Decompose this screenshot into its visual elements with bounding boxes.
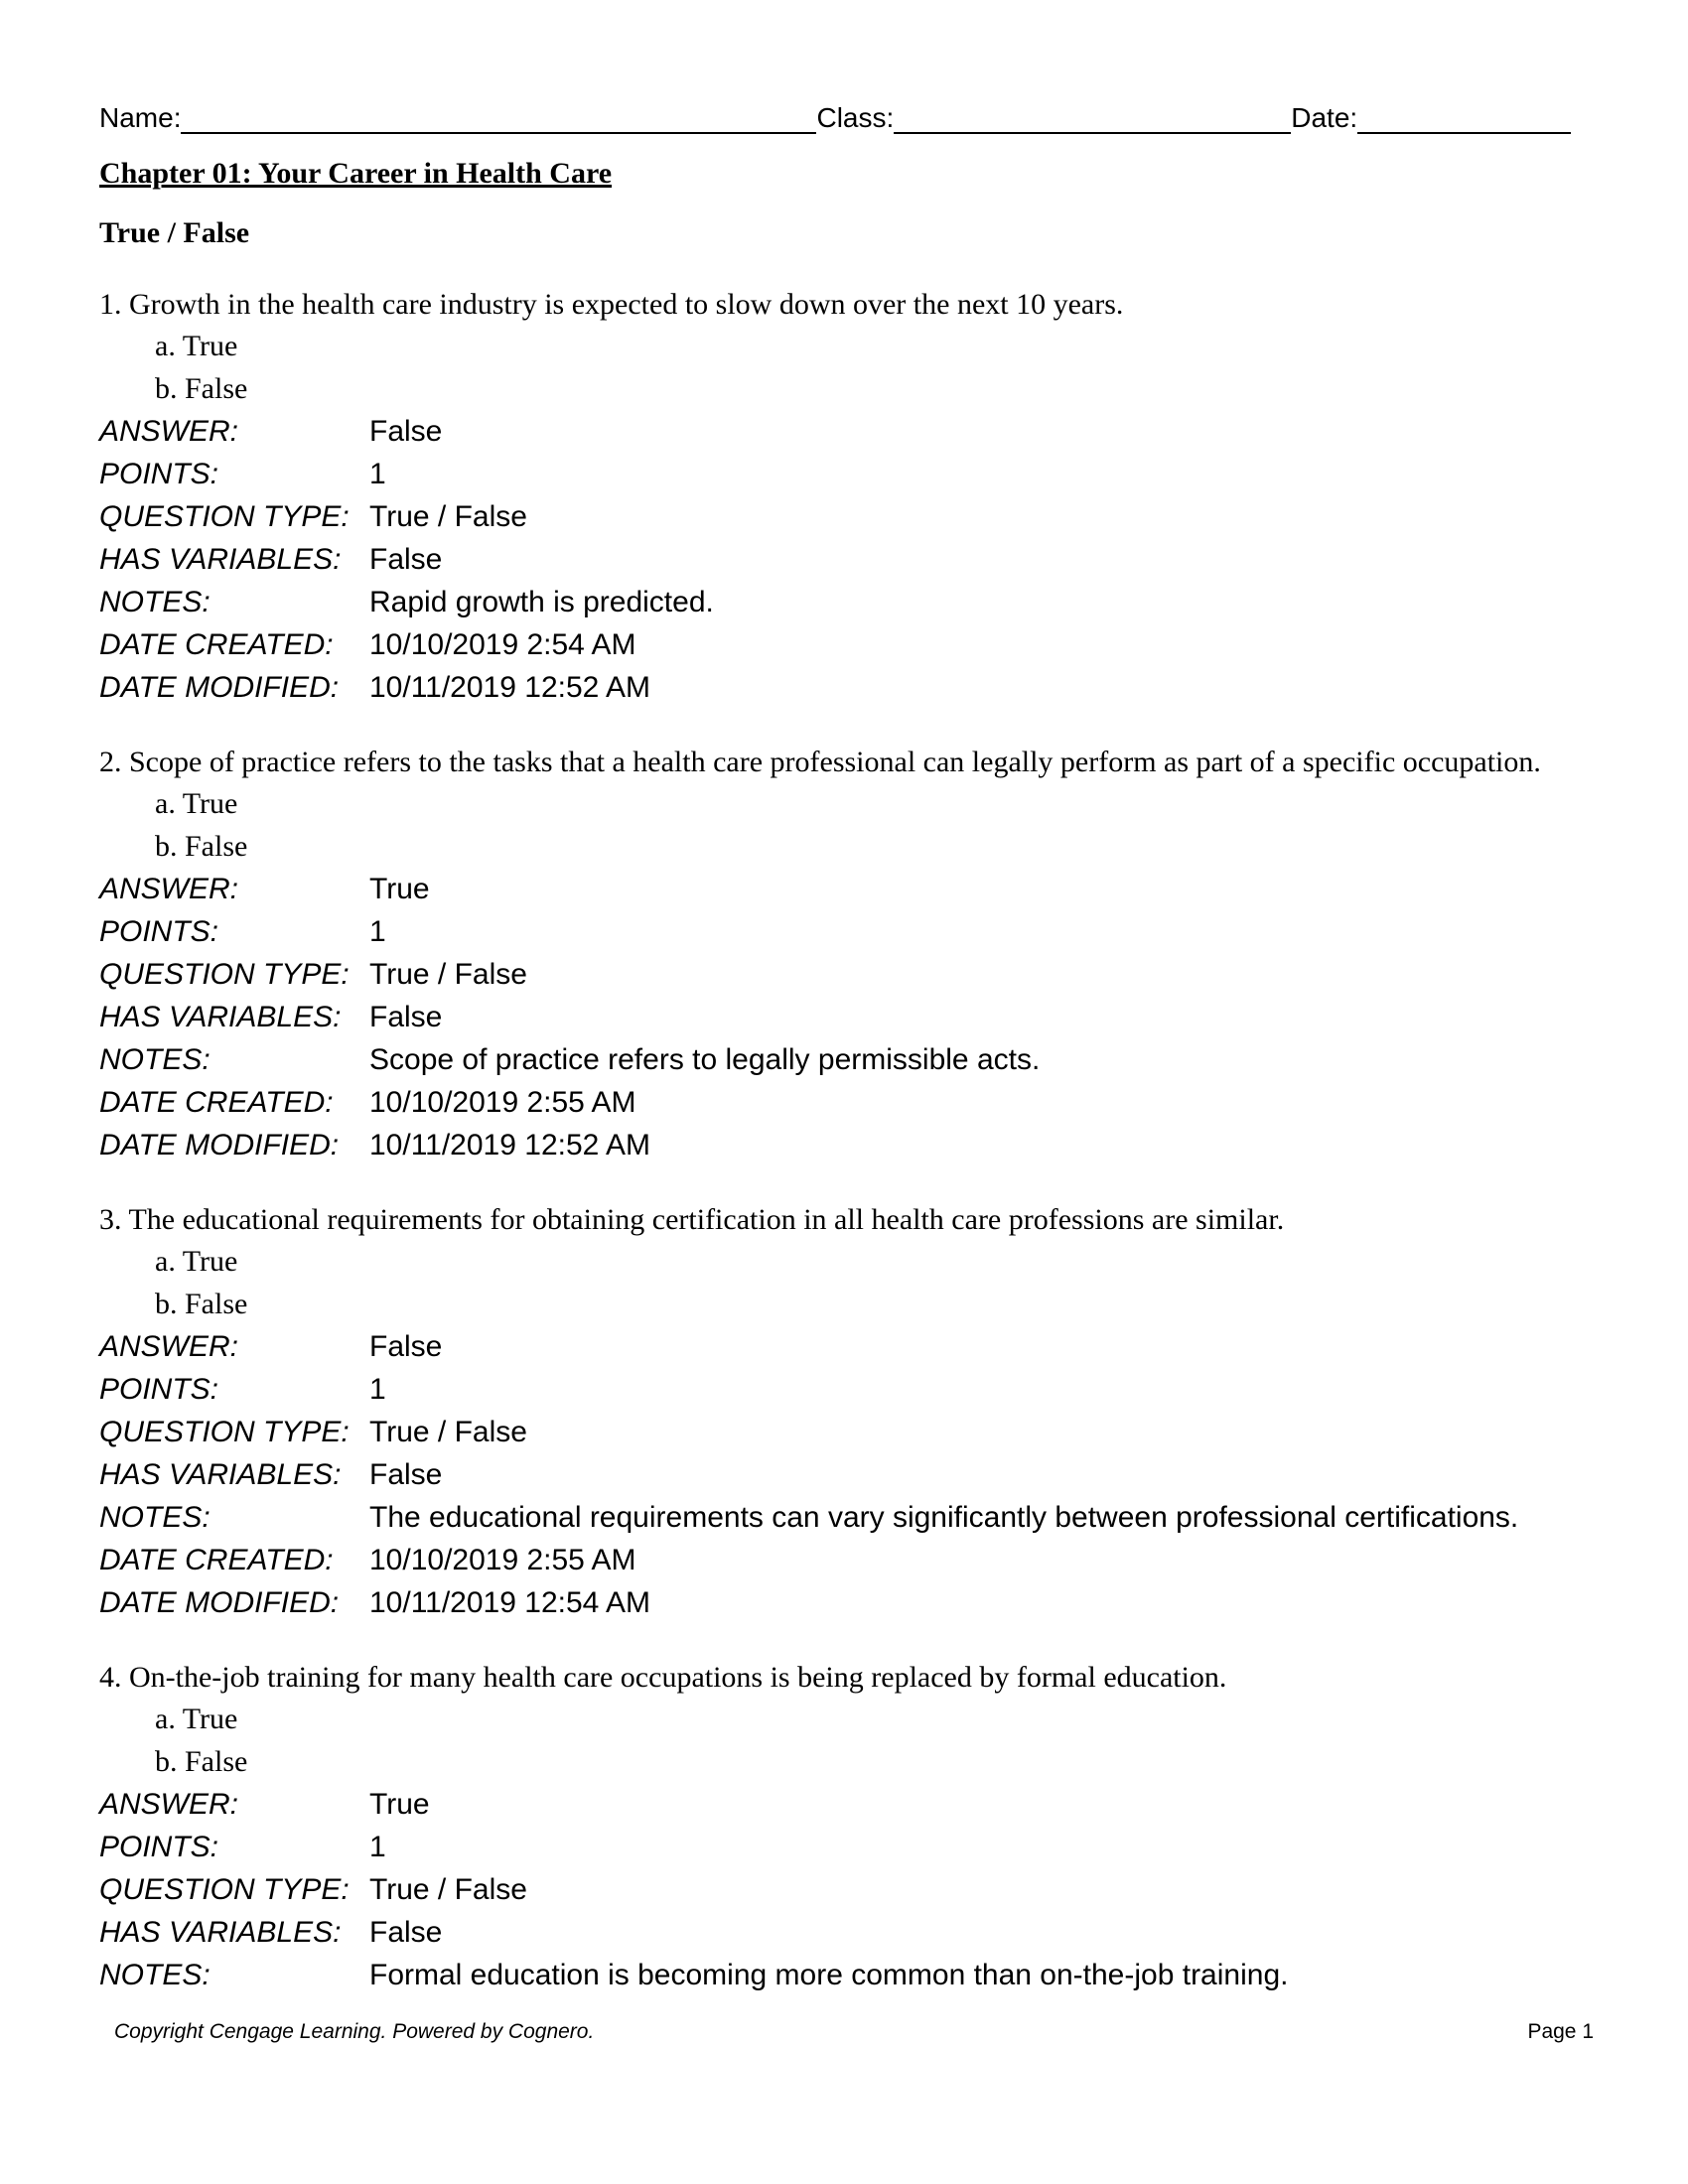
has-variables-value: False <box>369 1916 443 1949</box>
student-info-header <box>99 94 1589 134</box>
date-created-row <box>99 1539 1589 1581</box>
notes-row <box>99 1496 1589 1539</box>
points-value: 1 <box>369 1373 386 1406</box>
name-blank <box>181 102 816 134</box>
points-label: POINTS: <box>99 458 219 490</box>
question-3 <box>99 1200 1589 1624</box>
date-label: Date: <box>1291 102 1358 133</box>
date-created-label: DATE CREATED: <box>99 1086 334 1119</box>
answer-row <box>99 1325 1589 1368</box>
points-row <box>99 1368 1589 1411</box>
has-variables-label: HAS VARIABLES: <box>99 543 342 576</box>
points-value: 1 <box>369 458 386 490</box>
has-variables-row <box>99 996 1589 1038</box>
option-a: a. True <box>155 787 238 820</box>
question-type-row <box>99 495 1589 538</box>
date-modified-row <box>99 1124 1589 1166</box>
notes-value: Rapid growth is predicted. <box>369 586 714 618</box>
question-type-label: QUESTION TYPE: <box>99 958 350 991</box>
answer-value: False <box>369 415 443 448</box>
has-variables-label: HAS VARIABLES: <box>99 1916 342 1949</box>
date-modified-value: 10/11/2019 12:52 AM <box>369 1129 651 1161</box>
answer-value: True <box>369 873 430 905</box>
has-variables-row <box>99 1911 1589 1954</box>
option-b: b. False <box>155 1745 248 1778</box>
date-blank <box>1357 102 1571 134</box>
notes-row <box>99 581 1589 623</box>
question-stem: 1. Growth in the health care industry is expected to slow down over the next 10 years. <box>99 288 1124 321</box>
notes-value: Formal education is becoming more common than on-the-job training. <box>369 1959 1289 1991</box>
answer-label: ANSWER: <box>99 873 239 905</box>
question-type-value: True / False <box>369 1416 527 1448</box>
points-label: POINTS: <box>99 915 219 948</box>
answer-label: ANSWER: <box>99 1788 239 1821</box>
option-b: b. False <box>155 372 248 405</box>
date-created-value: 10/10/2019 2:55 AM <box>369 1086 636 1119</box>
date-modified-label: DATE MODIFIED: <box>99 1586 340 1619</box>
date-created-row <box>99 623 1589 666</box>
question-stem: 4. On-the-job training for many health care occupations is being replaced by formal education. <box>99 1661 1227 1694</box>
class-blank <box>894 102 1291 134</box>
option-b: b. False <box>155 830 248 863</box>
answer-label: ANSWER: <box>99 1330 239 1363</box>
date-modified-value: 10/11/2019 12:54 AM <box>369 1586 651 1619</box>
notes-label: NOTES: <box>99 1959 211 1991</box>
notes-label: NOTES: <box>99 1043 211 1076</box>
has-variables-label: HAS VARIABLES: <box>99 1001 342 1033</box>
points-row <box>99 1826 1589 1868</box>
has-variables-row <box>99 1453 1589 1496</box>
copyright-text: Copyright Cengage Learning. Powered by Cognero. <box>114 2020 595 2043</box>
question-2 <box>99 743 1589 1166</box>
class-label: Class: <box>816 102 895 133</box>
question-type-label: QUESTION TYPE: <box>99 1416 350 1448</box>
date-created-label: DATE CREATED: <box>99 628 334 661</box>
points-label: POINTS: <box>99 1373 219 1406</box>
question-type-row <box>99 1868 1589 1911</box>
date-modified-label: DATE MODIFIED: <box>99 671 340 704</box>
date-created-value: 10/10/2019 2:54 AM <box>369 628 636 661</box>
notes-row <box>99 1954 1589 1996</box>
document-page <box>99 94 1589 1996</box>
points-row <box>99 453 1589 495</box>
date-modified-label: DATE MODIFIED: <box>99 1129 340 1161</box>
option-a: a. True <box>155 1703 238 1735</box>
answer-row <box>99 410 1589 453</box>
date-modified-row <box>99 666 1589 709</box>
points-label: POINTS: <box>99 1831 219 1863</box>
question-type-value: True / False <box>369 958 527 991</box>
question-type-value: True / False <box>369 1873 527 1906</box>
date-created-value: 10/10/2019 2:55 AM <box>369 1544 636 1576</box>
page-number: Page 1 <box>1527 2020 1594 2043</box>
answer-value: True <box>369 1788 430 1821</box>
option-a: a. True <box>155 1245 238 1278</box>
section-title: True / False <box>99 216 250 249</box>
question-type-row <box>99 1411 1589 1453</box>
question-type-value: True / False <box>369 500 527 533</box>
notes-label: NOTES: <box>99 1501 211 1534</box>
notes-value: The educational requirements can vary significantly between professional certifications. <box>369 1501 1519 1534</box>
option-a: a. True <box>155 330 238 362</box>
date-modified-value: 10/11/2019 12:52 AM <box>369 671 651 704</box>
notes-row <box>99 1038 1589 1081</box>
has-variables-value: False <box>369 1458 443 1491</box>
notes-value: Scope of practice refers to legally permissible acts. <box>369 1043 1041 1076</box>
has-variables-value: False <box>369 1001 443 1033</box>
answer-value: False <box>369 1330 443 1363</box>
answer-row <box>99 1783 1589 1826</box>
question-type-label: QUESTION TYPE: <box>99 500 350 533</box>
points-row <box>99 910 1589 953</box>
has-variables-value: False <box>369 543 443 576</box>
chapter-title: Chapter 01: Your Career in Health Care <box>99 157 613 190</box>
question-stem: 2. Scope of practice refers to the tasks that a health care professional can legally perform as part of a specific occupation. <box>99 746 1541 778</box>
date-created-label: DATE CREATED: <box>99 1544 334 1576</box>
question-4 <box>99 1658 1589 1996</box>
answer-label: ANSWER: <box>99 415 239 448</box>
option-b: b. False <box>155 1288 248 1320</box>
name-label: Name: <box>99 102 182 133</box>
question-type-row <box>99 953 1589 996</box>
date-created-row <box>99 1081 1589 1124</box>
has-variables-label: HAS VARIABLES: <box>99 1458 342 1491</box>
points-value: 1 <box>369 1831 386 1863</box>
question-type-label: QUESTION TYPE: <box>99 1873 350 1906</box>
has-variables-row <box>99 538 1589 581</box>
date-modified-row <box>99 1581 1589 1624</box>
notes-label: NOTES: <box>99 586 211 618</box>
question-stem: 3. The educational requirements for obtaining certification in all health care professions are similar. <box>99 1203 1285 1236</box>
page-footer <box>114 2020 1594 2044</box>
points-value: 1 <box>369 915 386 948</box>
question-1 <box>99 285 1589 709</box>
answer-row <box>99 868 1589 910</box>
